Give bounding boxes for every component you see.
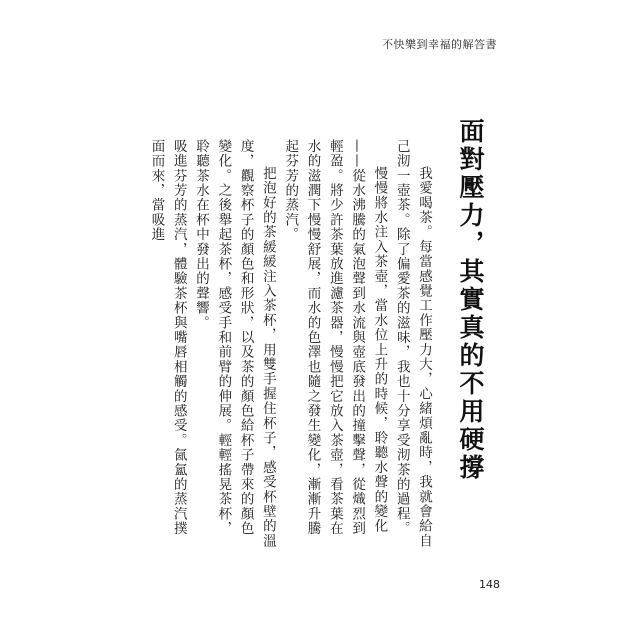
page-number: 148: [479, 578, 500, 591]
paragraph-3: 把泡好的茶緩緩注入茶杯，用雙手握住杯子，感受杯壁的溫度，觀察杯子的顏色和形狀，以及茶的顏色給杯子帶來的顏色變化。之後舉起茶杯，感受手和前臂的伸展。輕輕搖晃茶杯，聆聽茶水在杯中發出的聲響。: [193, 139, 276, 549]
paragraph-4: 吸進芬芳的蒸汽，體驗茶杯與嘴唇相觸的感受。氤氳的蒸汽撲面而來，當吸進: [148, 139, 187, 536]
body-text: [145, 139, 435, 549]
running-header: 不快樂到幸福的解答書: [382, 38, 497, 51]
chapter-title: 面對壓力，其實真的不用硬撐: [456, 118, 485, 482]
paragraph-2: 慢慢將水注入茶壺，當水位上升的時候，聆聽水聲的變化——從水沸騰的氣泡聲到水流與壺底發出的撞擊聲，從熾烈到輕盈。將少許茶葉放進濾茶器，慢慢把它放入茶壺，看茶葉在水的滋潤下慢慢舒展，而水的色澤也隨之發生變化，漸漸升騰起芬芳的蒸汽。: [282, 139, 388, 536]
paragraph-1: 我愛喝茶。每當感覺工作壓力大，心緒煩亂時，我就會給自己沏一壺茶。除了偏愛茶的滋味，我也十分享受沏茶的過程。: [393, 139, 432, 549]
